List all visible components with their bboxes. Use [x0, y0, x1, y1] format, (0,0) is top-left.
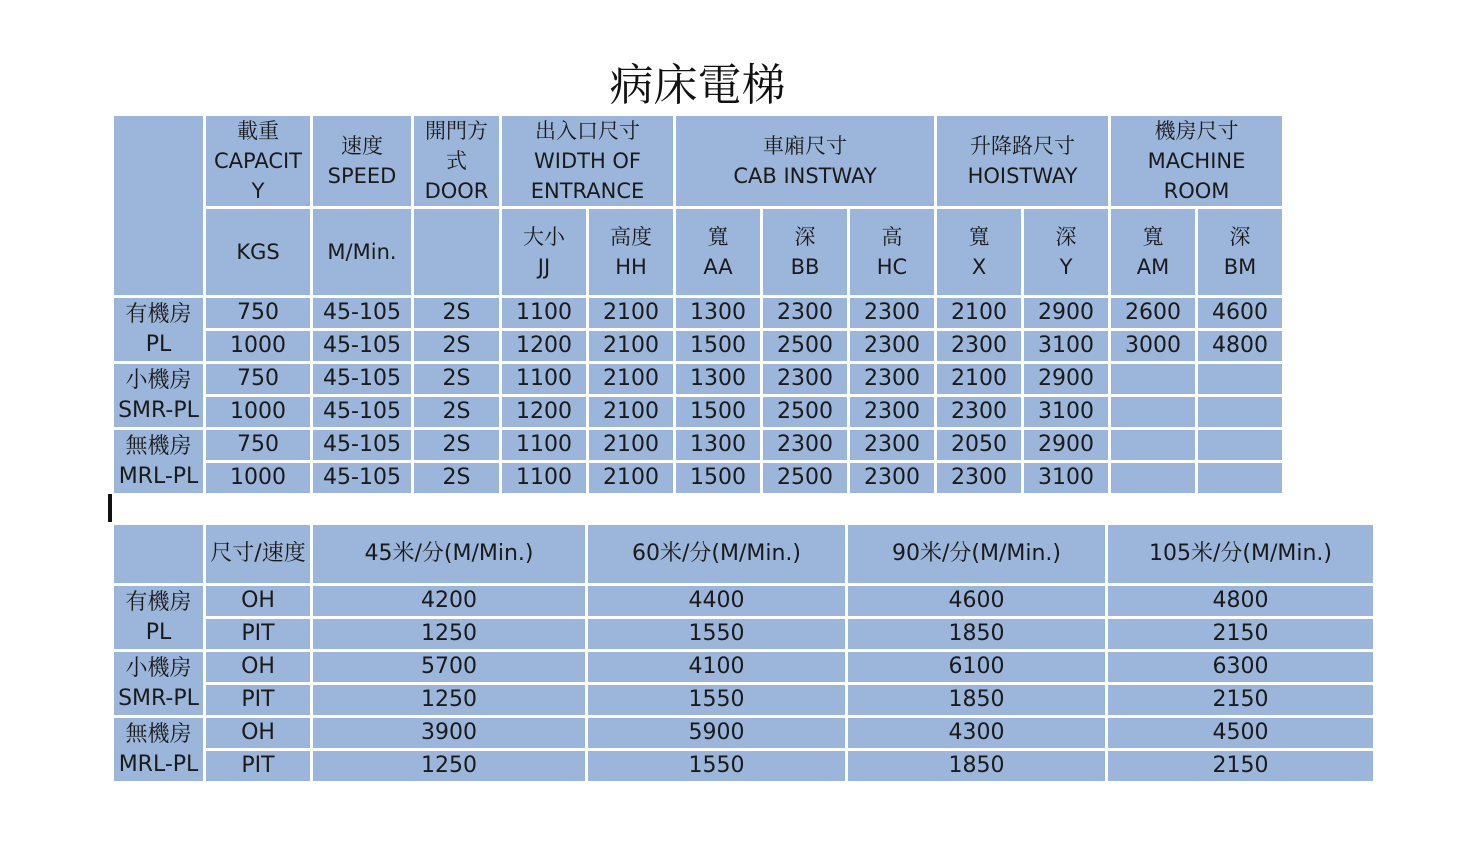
subheader-hc: 高 HC [849, 208, 936, 297]
shaft-header-speed-105: 105米/分(M/Min.) [1107, 524, 1375, 585]
table-cell: 45-105 [312, 363, 413, 396]
table-cell: 4400 [587, 585, 847, 618]
subheader-jj: 大小 JJ [501, 208, 588, 297]
table-row [113, 297, 1284, 330]
table-cell: 750 [205, 297, 312, 330]
header-speed: 速度 SPEED [312, 115, 413, 208]
table-cell: 2100 [588, 396, 675, 429]
table-cell: 1000 [205, 462, 312, 495]
header-cab: 車廂尺寸 CAB INSTWAY [675, 115, 936, 208]
table-cell: 1000 [205, 330, 312, 363]
table-cell: 1250 [312, 750, 587, 783]
table-cell: 1200 [501, 396, 588, 429]
table-cell [1197, 462, 1284, 495]
table-cell: 1250 [312, 618, 587, 651]
shaft-dimension-table [111, 522, 1376, 784]
table-cell [1110, 363, 1197, 396]
row-group-label: 有機房 PL [113, 585, 205, 651]
table-cell: 2100 [588, 297, 675, 330]
table-cell: 1200 [501, 330, 588, 363]
table-cell: 4200 [312, 585, 587, 618]
table-cell: 2100 [588, 429, 675, 462]
table-cell [1197, 396, 1284, 429]
row-group-label: 小機房 SMR-PL [113, 651, 205, 717]
table-cell [1197, 363, 1284, 396]
table-cell: 2600 [1110, 297, 1197, 330]
text-cursor-marker [108, 494, 112, 522]
table-cell: 2500 [762, 396, 849, 429]
subheader-bm: 深 BM [1197, 208, 1284, 297]
table-cell: 750 [205, 363, 312, 396]
table-row [113, 396, 1284, 429]
table-cell: 2100 [936, 363, 1023, 396]
table-cell: 1850 [847, 684, 1107, 717]
table-cell: 2300 [849, 363, 936, 396]
table-cell: 2500 [762, 462, 849, 495]
table-cell: 2500 [762, 330, 849, 363]
table-cell: 2300 [762, 429, 849, 462]
header-capacity: 載重 CAPACIT Y [205, 115, 312, 208]
table-row [113, 651, 1375, 684]
subheader-am: 寬 AM [1110, 208, 1197, 297]
table-row [113, 717, 1375, 750]
table-cell: 1500 [675, 396, 762, 429]
table-cell: 6100 [847, 651, 1107, 684]
subheader-capacity: KGS [205, 208, 312, 297]
table-row [113, 363, 1284, 396]
table-cell: 1500 [675, 330, 762, 363]
table-cell: 1300 [675, 429, 762, 462]
table-cell: 2300 [849, 396, 936, 429]
table-cell: PIT [205, 684, 312, 717]
table-cell: PIT [205, 750, 312, 783]
shaft-header-speed-45: 45米/分(M/Min.) [312, 524, 587, 585]
table-cell: 2S [413, 429, 501, 462]
table-cell: 3000 [1110, 330, 1197, 363]
table-cell [1110, 462, 1197, 495]
shaft-header-corner [113, 524, 205, 585]
table-row [113, 429, 1284, 462]
table-cell: 2S [413, 462, 501, 495]
table-cell [1197, 429, 1284, 462]
subheader-x: 寬 X [936, 208, 1023, 297]
subheader-speed: M/Min. [312, 208, 413, 297]
row-group-label: 小機房 SMR-PL [113, 363, 205, 429]
table-cell: 45-105 [312, 462, 413, 495]
table-cell: 5900 [587, 717, 847, 750]
table-cell: 6300 [1107, 651, 1375, 684]
table-cell: 2150 [1107, 750, 1375, 783]
table-cell: 2S [413, 297, 501, 330]
table-cell: 45-105 [312, 429, 413, 462]
table-cell: 2300 [936, 396, 1023, 429]
subheader-aa: 寬 AA [675, 208, 762, 297]
table-cell: 2300 [849, 330, 936, 363]
table-cell: 4800 [1197, 330, 1284, 363]
table-cell: 2100 [588, 363, 675, 396]
table-cell: 1550 [587, 618, 847, 651]
table-cell: 750 [205, 429, 312, 462]
table-row [113, 750, 1375, 783]
table-cell: 1500 [675, 462, 762, 495]
subheader-y: 深 Y [1023, 208, 1110, 297]
table-cell: OH [205, 585, 312, 618]
table-cell: OH [205, 651, 312, 684]
elevator-spec-table [111, 113, 1285, 496]
table-cell: 2150 [1107, 684, 1375, 717]
table-cell: 1850 [847, 618, 1107, 651]
header-entrance: 出入口尺寸 WIDTH OF ENTRANCE [501, 115, 675, 208]
table-cell: 3900 [312, 717, 587, 750]
table-cell: 2300 [849, 429, 936, 462]
subheader-hh: 高度 HH [588, 208, 675, 297]
table-cell: 2100 [588, 462, 675, 495]
table-cell: 2S [413, 363, 501, 396]
table-cell [1110, 396, 1197, 429]
table-cell: 45-105 [312, 297, 413, 330]
table-cell: 1550 [587, 684, 847, 717]
table-cell: 1100 [501, 363, 588, 396]
table-cell: 4500 [1107, 717, 1375, 750]
table-cell: 1100 [501, 297, 588, 330]
table-cell: 2300 [936, 462, 1023, 495]
table-cell: PIT [205, 618, 312, 651]
table-cell: 3100 [1023, 462, 1110, 495]
table-row [113, 585, 1375, 618]
table-cell: 1100 [501, 429, 588, 462]
table-cell: 4800 [1107, 585, 1375, 618]
table-cell: 45-105 [312, 330, 413, 363]
table-cell: 3100 [1023, 396, 1110, 429]
table-cell: 2900 [1023, 429, 1110, 462]
header-machine-room: 機房尺寸 MACHINE ROOM [1110, 115, 1284, 208]
table-cell: 1850 [847, 750, 1107, 783]
shaft-header-speed-90: 90米/分(M/Min.) [847, 524, 1107, 585]
table-row [113, 684, 1375, 717]
table-row [113, 330, 1284, 363]
table-cell: 2300 [762, 363, 849, 396]
table-cell: OH [205, 717, 312, 750]
table-row [113, 618, 1375, 651]
table-cell: 2300 [936, 330, 1023, 363]
table-cell: 1300 [675, 363, 762, 396]
row-group-label: 無機房 MRL-PL [113, 717, 205, 783]
table-cell: 2S [413, 330, 501, 363]
table-cell: 1100 [501, 462, 588, 495]
shaft-header-speed-60: 60米/分(M/Min.) [587, 524, 847, 585]
shaft-header-dimension: 尺寸/速度 [205, 524, 312, 585]
table-cell: 2S [413, 396, 501, 429]
table-cell: 5700 [312, 651, 587, 684]
table-cell: 2100 [936, 297, 1023, 330]
row-group-label: 無機房 MRL-PL [113, 429, 205, 495]
table-cell: 45-105 [312, 396, 413, 429]
table-cell: 4100 [587, 651, 847, 684]
subheader-bb: 深 BB [762, 208, 849, 297]
table-row [113, 462, 1284, 495]
table-cell: 1250 [312, 684, 587, 717]
table-cell: 4300 [847, 717, 1107, 750]
table-cell: 2300 [849, 297, 936, 330]
table-cell: 4600 [1197, 297, 1284, 330]
table-cell: 2300 [762, 297, 849, 330]
header-hoistway: 升降路尺寸 HOISTWAY [936, 115, 1110, 208]
row-group-label: 有機房 PL [113, 297, 205, 363]
table-cell [1110, 429, 1197, 462]
page-title: 病床電梯 [609, 60, 786, 111]
table-cell: 1000 [205, 396, 312, 429]
table-cell: 3100 [1023, 330, 1110, 363]
table-cell: 1300 [675, 297, 762, 330]
header-door: 開門方 式 DOOR [413, 115, 501, 208]
table-cell: 2150 [1107, 618, 1375, 651]
table-cell: 1550 [587, 750, 847, 783]
subheader-door [413, 208, 501, 297]
table-cell: 2900 [1023, 297, 1110, 330]
table-cell: 2300 [849, 462, 936, 495]
table-cell: 2900 [1023, 363, 1110, 396]
table-cell: 2100 [588, 330, 675, 363]
table-cell: 2050 [936, 429, 1023, 462]
corner-cell [113, 115, 205, 297]
table-cell: 4600 [847, 585, 1107, 618]
